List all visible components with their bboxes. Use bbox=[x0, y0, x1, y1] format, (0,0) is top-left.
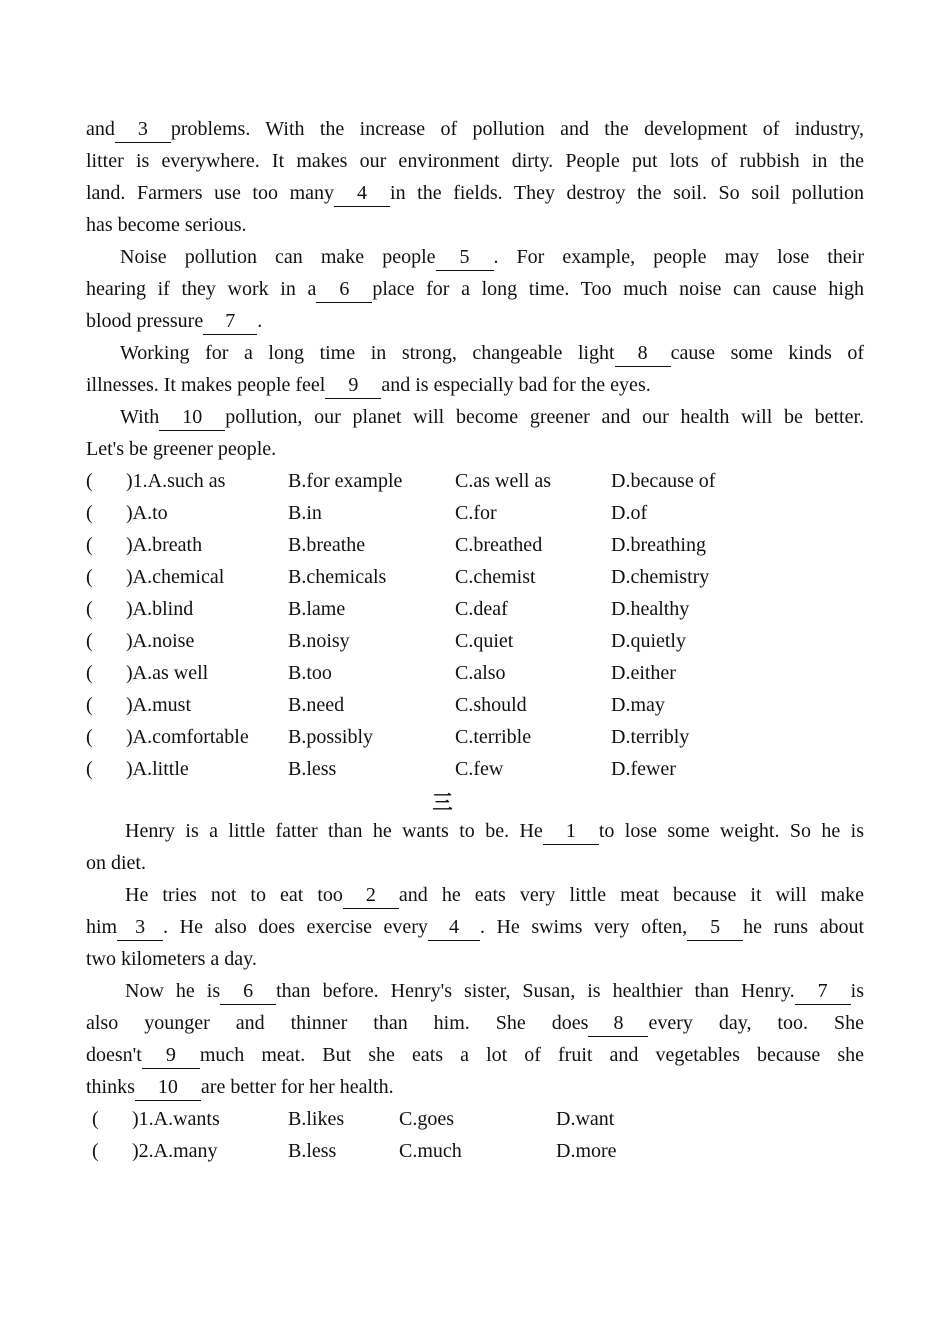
option-c: C.goes bbox=[399, 1108, 454, 1130]
option-c: C.breathed bbox=[455, 534, 543, 556]
option-d: D.chemistry bbox=[611, 566, 710, 588]
answer-paren: ( bbox=[92, 1108, 99, 1130]
text-line: illnesses. It makes people feel 9 and is especially bad for the eyes. bbox=[86, 369, 864, 401]
option-a: )A.to bbox=[126, 502, 168, 524]
option-c: C.also bbox=[455, 662, 506, 684]
answer-paren: ( bbox=[86, 470, 93, 492]
answer-paren: ( bbox=[86, 630, 93, 652]
blank: 10 bbox=[135, 1074, 201, 1101]
text-line: doesn't 9 much meat. But she eats a lot of fruit and vegetables because she bbox=[86, 1039, 864, 1071]
option-a: )A.little bbox=[126, 758, 189, 780]
option-row bbox=[86, 465, 786, 497]
text-line: also younger and thinner than him. She does 8 every day, too. She bbox=[86, 1007, 864, 1039]
option-d: D.fewer bbox=[611, 758, 676, 780]
option-b: B.for example bbox=[288, 470, 403, 492]
answer-paren: ( bbox=[92, 1140, 99, 1162]
text-line: Now he is 6 than before. Henry's sister, Susan, is healthier than Henry. 7 is bbox=[125, 975, 864, 1007]
text-line: litter is everywhere. It makes our environment dirty. People put lots of rubbish in the bbox=[86, 150, 864, 172]
text-line: two kilometers a day. bbox=[86, 948, 257, 970]
option-d: D.healthy bbox=[611, 598, 690, 620]
answer-paren: ( bbox=[86, 598, 93, 620]
blank: 3 bbox=[117, 914, 163, 941]
option-b: B.likes bbox=[288, 1108, 345, 1130]
option-b: B.possibly bbox=[288, 726, 374, 748]
option-row bbox=[86, 529, 786, 561]
option-d: D.want bbox=[556, 1108, 615, 1130]
text-line: Let's be greener people. bbox=[86, 438, 277, 460]
option-row bbox=[86, 561, 786, 593]
option-a: )A.must bbox=[126, 694, 191, 716]
text-line: has become serious. bbox=[86, 214, 247, 236]
option-c: C.quiet bbox=[455, 630, 514, 652]
option-d: D.because of bbox=[611, 470, 716, 492]
option-c: C.deaf bbox=[455, 598, 508, 620]
text-line: thinks 10 are better for her health. bbox=[86, 1071, 864, 1103]
blank: 8 bbox=[615, 340, 671, 367]
blank: 8 bbox=[588, 1010, 648, 1037]
blank: 7 bbox=[203, 308, 257, 335]
blank: 1 bbox=[543, 818, 599, 845]
option-row bbox=[86, 657, 786, 689]
option-b: B.in bbox=[288, 502, 322, 524]
text-line: and 3 problems. With the increase of pollution and the development of industry, bbox=[86, 113, 864, 145]
option-c: C.should bbox=[455, 694, 527, 716]
text-line: on diet. bbox=[86, 852, 146, 874]
text-line: He tries not to eat too 2 and he eats very little meat because it will make bbox=[125, 879, 864, 911]
option-a: )A.comfortable bbox=[126, 726, 249, 748]
option-d: D.more bbox=[556, 1140, 617, 1162]
blank: 2 bbox=[343, 882, 399, 909]
option-row bbox=[86, 689, 786, 721]
option-a: )A.noise bbox=[126, 630, 195, 652]
answer-paren: ( bbox=[86, 502, 93, 524]
text-line: Noise pollution can make people 5 . For example, people may lose their bbox=[120, 241, 864, 273]
option-row bbox=[86, 625, 786, 657]
blank: 4 bbox=[428, 914, 480, 941]
option-c: C.for bbox=[455, 502, 497, 524]
option-b: B.less bbox=[288, 758, 337, 780]
option-c: C.few bbox=[455, 758, 504, 780]
text-line: him 3 . He also does exercise every 4 . He swims very often, 5 he runs about bbox=[86, 911, 864, 943]
text-line: With 10 pollution, our planet will become greener and our health will be better. bbox=[120, 401, 864, 433]
blank: 7 bbox=[795, 978, 851, 1005]
option-row bbox=[86, 497, 786, 529]
text-line: hearing if they work in a 6 place for a long time. Too much noise can cause high bbox=[86, 273, 864, 305]
text-line: Henry is a little fatter than he wants to be. He 1 to lose some weight. So he is bbox=[125, 815, 864, 847]
blank: 3 bbox=[115, 116, 171, 143]
option-a: )1.A.wants bbox=[132, 1108, 220, 1130]
blank: 4 bbox=[334, 180, 390, 207]
blank: 6 bbox=[220, 978, 276, 1005]
text-line: land. Farmers use too many 4 in the fields. They destroy the soil. So soil pollution bbox=[86, 177, 864, 209]
option-a: )2.A.many bbox=[132, 1140, 218, 1162]
answer-paren: ( bbox=[86, 726, 93, 748]
option-b: B.chemicals bbox=[288, 566, 387, 588]
option-row bbox=[86, 753, 786, 785]
option-a: )A.breath bbox=[126, 534, 203, 556]
blank: 6 bbox=[316, 276, 372, 303]
option-a: )A.blind bbox=[126, 598, 194, 620]
blank: 9 bbox=[142, 1042, 200, 1069]
option-d: D.quietly bbox=[611, 630, 686, 652]
blank: 5 bbox=[687, 914, 743, 941]
answer-paren: ( bbox=[86, 758, 93, 780]
option-row bbox=[86, 593, 786, 625]
blank: 9 bbox=[325, 372, 381, 399]
option-c: C.much bbox=[399, 1140, 462, 1162]
answer-paren: ( bbox=[86, 534, 93, 556]
option-c: C.terrible bbox=[455, 726, 532, 748]
option-row bbox=[86, 721, 786, 753]
option-a: )A.chemical bbox=[126, 566, 225, 588]
option-row bbox=[86, 1103, 786, 1135]
option-b: B.noisy bbox=[288, 630, 350, 652]
option-d: D.either bbox=[611, 662, 676, 684]
option-c: C.chemist bbox=[455, 566, 536, 588]
option-a: )A.as well bbox=[126, 662, 209, 684]
answer-paren: ( bbox=[86, 566, 93, 588]
answer-paren: ( bbox=[86, 662, 93, 684]
text-line: blood pressure 7 . bbox=[86, 305, 864, 337]
blank: 5 bbox=[436, 244, 494, 271]
answer-paren: ( bbox=[86, 694, 93, 716]
blank: 10 bbox=[159, 404, 225, 431]
option-b: B.lame bbox=[288, 598, 346, 620]
option-row bbox=[86, 1135, 786, 1167]
option-d: D.terribly bbox=[611, 726, 690, 748]
option-b: B.too bbox=[288, 662, 332, 684]
option-b: B.need bbox=[288, 694, 345, 716]
option-b: B.less bbox=[288, 1140, 337, 1162]
option-b: B.breathe bbox=[288, 534, 366, 556]
option-a: )1.A.such as bbox=[126, 470, 226, 492]
option-c: C.as well as bbox=[455, 470, 552, 492]
option-d: D.breathing bbox=[611, 534, 706, 556]
section-heading: 三 bbox=[432, 790, 453, 814]
option-d: D.of bbox=[611, 502, 648, 524]
text-line: Working for a long time in strong, changeable light 8 cause some kinds of bbox=[120, 337, 864, 369]
option-d: D.may bbox=[611, 694, 665, 716]
